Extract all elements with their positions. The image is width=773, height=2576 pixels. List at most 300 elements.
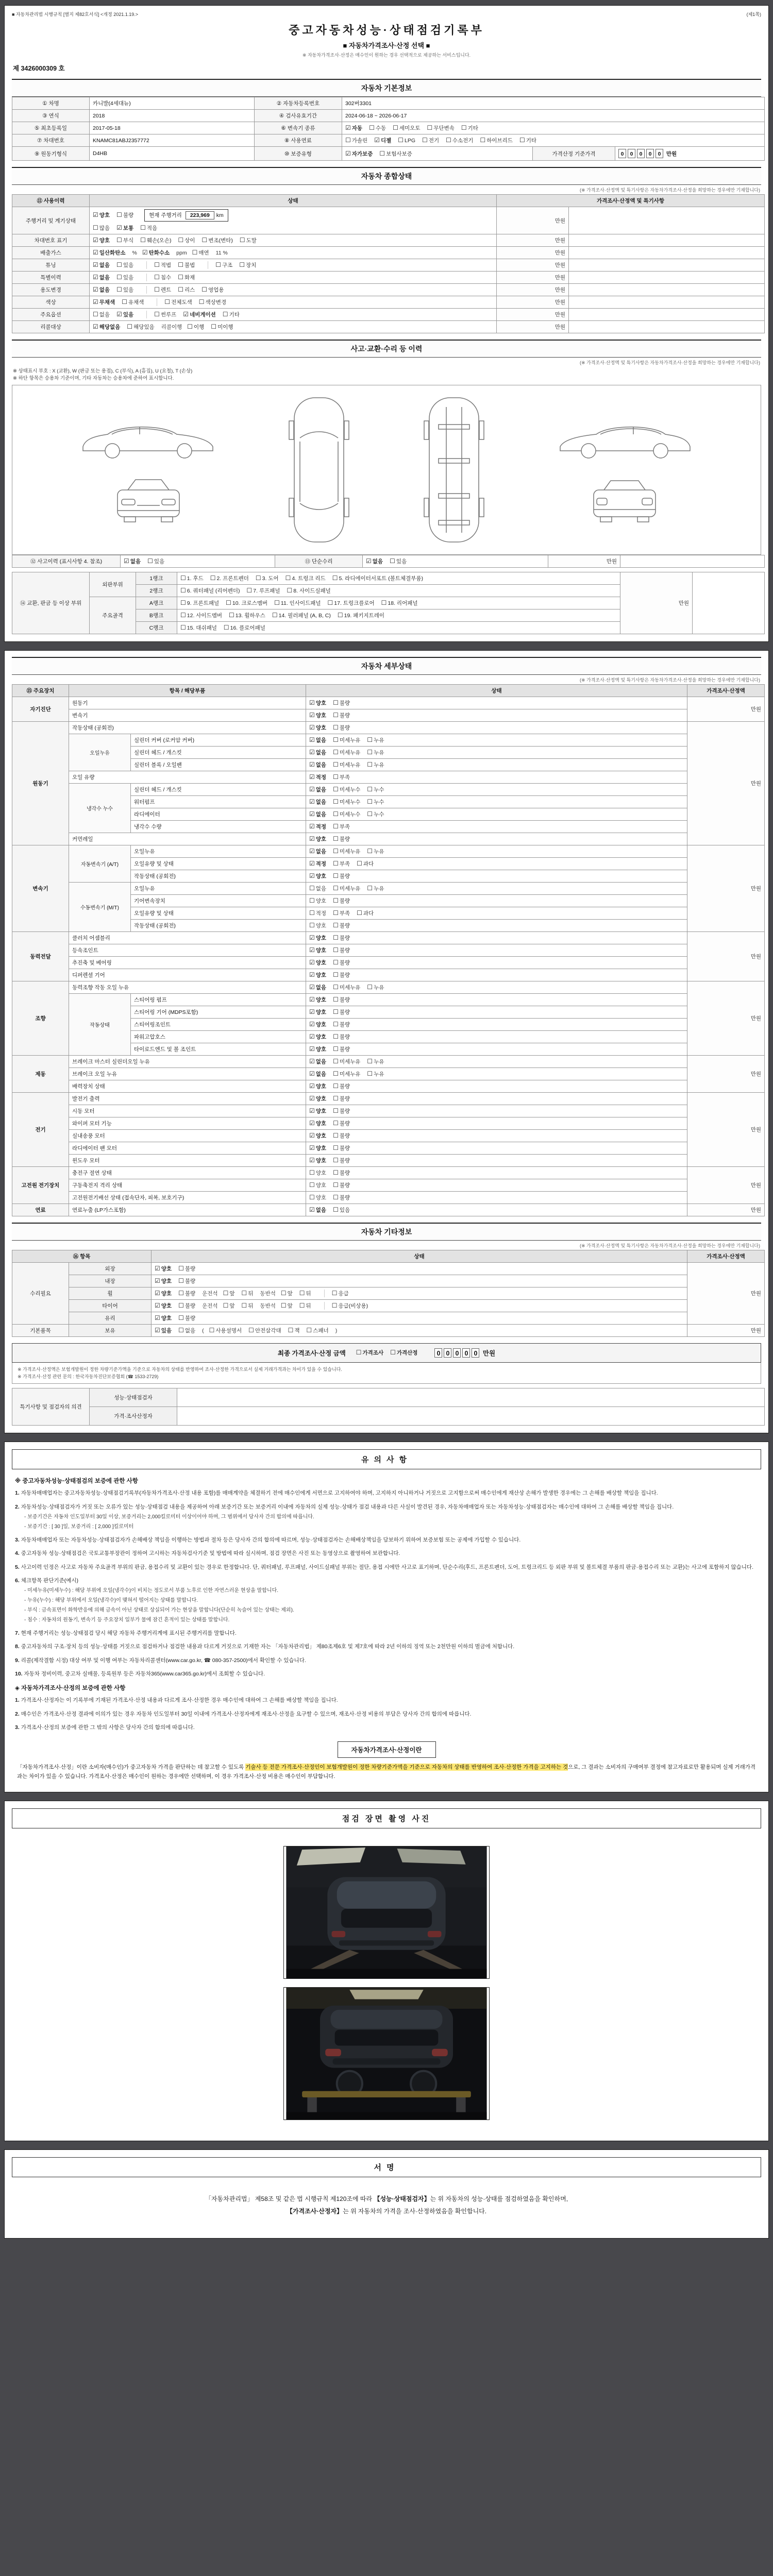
rank-label: C랭크 <box>136 621 177 634</box>
checkbox-14. 필러패널 (A, B, C)[interactable]: ☐ 14. 필러패널 (A, B, C) <box>272 611 331 619</box>
device-label: 변속기 <box>12 845 69 931</box>
checkbox-없음[interactable]: ☑ 없음 <box>309 1070 327 1077</box>
checkbox-누유[interactable]: ☐ 누유 <box>367 983 384 991</box>
checkbox-미세누수[interactable]: ☐ 미세누수 <box>333 798 361 805</box>
checkbox-없음[interactable]: ☑ 없음 <box>309 810 327 818</box>
note-cell <box>569 284 765 296</box>
checkbox-양호[interactable]: ☑ 양호 <box>309 1045 327 1053</box>
checkbox-15. 대쉬패널[interactable]: ☐ 15. 대쉬패널 <box>180 623 217 631</box>
checkbox-양호[interactable]: ☑ 양호 <box>309 1131 327 1139</box>
checkbox-적정[interactable]: ☑ 적정 <box>309 773 327 781</box>
check-group <box>309 749 391 756</box>
unchecked-box-icon: ☐ <box>381 599 387 606</box>
checkbox-7. 루프패널[interactable]: ☐ 7. 루프패널 <box>246 586 280 594</box>
sheet-basic <box>4 5 769 642</box>
price-cell: 만원 <box>687 697 765 721</box>
check-group <box>309 922 357 929</box>
price-unit: 만원 <box>665 151 677 157</box>
checkbox-양호[interactable]: ☑ 양호 <box>309 971 327 978</box>
checkbox-8. 사이드실패널[interactable]: ☐ 8. 사이드실패널 <box>287 586 331 594</box>
unchecked-box-icon: ☐ <box>178 1314 184 1321</box>
part-label: 실린더 헤드 / 개스킷 <box>131 746 306 758</box>
checkbox-불량[interactable]: ☐ 불량 <box>333 1045 350 1053</box>
checkbox-양호[interactable]: ☑ 양호 <box>155 1289 172 1297</box>
checkbox-해당있음[interactable]: ☐ 해당있음 <box>127 323 155 330</box>
checked-box-icon: ☑ <box>309 1094 315 1102</box>
checkbox-렌트[interactable]: ☐ 렌트 <box>154 286 172 293</box>
checkbox-없음[interactable]: ☑ 없음 <box>93 286 110 293</box>
checkbox-미세누수[interactable]: ☐ 미세누수 <box>333 785 361 793</box>
checkbox-앞[interactable]: ☐ 앞 <box>280 1289 293 1297</box>
checkbox-누유[interactable]: ☐ 누유 <box>367 760 384 768</box>
checkbox-리스[interactable]: ☐ 리스 <box>178 286 195 293</box>
state-cell <box>306 907 687 919</box>
checkbox-앞[interactable]: ☐ 앞 <box>223 1301 235 1309</box>
check-group <box>93 211 140 219</box>
checkbox-16. 플로어패널[interactable]: ☐ 16. 플로어패널 <box>223 623 265 631</box>
checkbox-12. 사이드멤버[interactable]: ☐ 12. 사이드멤버 <box>180 611 222 619</box>
checkbox-탄화수소[interactable]: ☑ 탄화수소 <box>142 249 170 256</box>
checkbox-뒤[interactable]: ☐ 뒤 <box>241 1289 254 1297</box>
checkbox-10. 크로스멤버[interactable]: ☐ 10. 크로스멤버 <box>226 599 268 606</box>
checkbox-2. 프론트펜더[interactable]: ☐ 2. 프론트펜더 <box>210 574 249 582</box>
checkbox-미세누유[interactable]: ☐ 미세누유 <box>333 760 361 768</box>
unchecked-box-icon: ☐ <box>272 611 278 619</box>
checkbox-불법[interactable]: ☐ 불법 <box>178 261 195 268</box>
unchecked-box-icon: ☐ <box>333 1119 339 1127</box>
checkbox-9. 프론트패널[interactable]: ☐ 9. 프론트패널 <box>180 599 220 606</box>
checkbox-과다[interactable]: ☐ 과다 <box>357 859 374 867</box>
checked-box-icon: ☑ <box>93 323 98 330</box>
checkbox-불량[interactable]: ☐ 불량 <box>333 711 350 719</box>
checkbox-없음[interactable]: ☑ 없음 <box>309 785 327 793</box>
checkbox-양호[interactable]: ☑ 양호 <box>155 1264 172 1272</box>
checkbox-없음[interactable]: ☑ 없음 <box>309 1206 327 1213</box>
unchecked-box-icon: ☐ <box>333 760 339 768</box>
checkbox-영업용[interactable]: ☐ 영업용 <box>201 286 224 293</box>
state-cell <box>306 1018 687 1030</box>
checkbox-양호[interactable]: ☐ 양호 <box>309 921 327 929</box>
price-cell: 만원 <box>497 284 569 296</box>
checkbox-부족[interactable]: ☐ 부족 <box>333 773 350 781</box>
checkbox-양호[interactable]: ☑ 양호 <box>309 699 327 706</box>
checkbox-불량[interactable]: ☐ 불량 <box>333 1008 350 1015</box>
checked-box-icon: ☑ <box>93 211 98 218</box>
checkbox-양호[interactable]: ☑ 양호 <box>309 934 327 941</box>
checkbox-양호[interactable]: ☐ 양호 <box>309 1181 327 1189</box>
checkbox-응급(비상용)[interactable]: ☐ 응급(비상용) <box>331 1301 368 1309</box>
accident-label: ⑫ 사고이력 (표시사항 4. 참조) <box>12 555 121 567</box>
checkbox-양호[interactable]: ☑ 양호 <box>155 1277 172 1284</box>
checkbox-있음[interactable]: ☐ 있음 <box>147 557 165 565</box>
checkbox-LPG[interactable]: ☐ LPG <box>398 137 416 144</box>
sheet-detail <box>4 650 769 1434</box>
checkbox-불량[interactable]: ☐ 불량 <box>333 1020 350 1028</box>
checkbox-불량[interactable]: ☐ 불량 <box>333 1032 350 1040</box>
unchecked-box-icon: ☐ <box>201 236 208 244</box>
checkbox-미세누유[interactable]: ☐ 미세누유 <box>333 1057 361 1065</box>
checkbox-가격조사[interactable]: ☐ 가격조사 <box>356 1349 384 1356</box>
checkbox-불량[interactable]: ☐ 불량 <box>333 1193 350 1201</box>
checkbox-미세누유[interactable]: ☐ 미세누유 <box>333 847 361 855</box>
unchecked-box-icon: ☐ <box>461 124 467 131</box>
state-cell <box>306 1191 687 1204</box>
checkbox-없음[interactable]: ☑ 없음 <box>124 557 141 565</box>
unchecked-box-icon: ☐ <box>393 124 398 131</box>
checkbox-양호[interactable]: ☑ 양호 <box>309 711 327 719</box>
checkbox-불량[interactable]: ☐ 불량 <box>333 1107 350 1114</box>
checkbox-디젤[interactable]: ☑ 디젤 <box>374 137 392 144</box>
checkbox-19. 패키지트레이[interactable]: ☐ 19. 패키지트레이 <box>337 611 385 619</box>
checked-box-icon: ☑ <box>309 859 315 867</box>
checkbox-양호[interactable]: ☑ 양호 <box>309 872 327 879</box>
accident-history-table <box>12 555 765 568</box>
checkbox-양호[interactable]: ☑ 양호 <box>155 1314 172 1321</box>
checkbox-양호[interactable]: ☑ 양호 <box>309 1094 327 1102</box>
notice-section2-item <box>15 1710 758 1719</box>
checkbox-가솔린[interactable]: ☐ 가솔린 <box>345 137 368 144</box>
checkbox-불량[interactable]: ☐ 불량 <box>116 211 134 218</box>
price-digit: 0 <box>656 149 663 158</box>
checkbox-해당없음[interactable]: ☑ 해당없음 <box>93 323 121 330</box>
checkbox-기타[interactable]: ☐ 기타 <box>222 311 240 318</box>
inline-text: % <box>132 250 137 256</box>
checkbox-전체도색[interactable]: ☐ 전체도색 <box>164 298 192 306</box>
checkbox-없음[interactable]: ☐ 없음 <box>309 884 327 892</box>
checkbox-양호[interactable]: ☑ 양호 <box>309 1082 327 1090</box>
checkbox-17. 트렁크플로어[interactable]: ☐ 17. 트렁크플로어 <box>327 599 375 606</box>
checkbox-없음[interactable]: ☑ 없음 <box>309 748 327 756</box>
checkbox-미세누유[interactable]: ☐ 미세누유 <box>333 1070 361 1077</box>
overall-row <box>12 234 765 247</box>
checked-box-icon: ☑ <box>309 1057 315 1065</box>
checkbox-불량[interactable]: ☐ 불량 <box>333 896 350 904</box>
checkbox-양호[interactable]: ☐ 양호 <box>309 1193 327 1201</box>
checkbox-양호[interactable]: ☑ 양호 <box>309 835 327 842</box>
check-group <box>155 1327 202 1334</box>
state-cell <box>306 1142 687 1154</box>
checkbox-양호[interactable]: ☑ 양호 <box>309 1032 327 1040</box>
checkbox-13. 휠하우스[interactable]: ☐ 13. 휠하우스 <box>229 611 265 619</box>
checkbox-적정[interactable]: ☑ 적정 <box>309 822 327 830</box>
detail-row <box>12 993 765 1006</box>
checkbox-불량[interactable]: ☐ 불량 <box>333 1144 350 1151</box>
checkbox-뒤[interactable]: ☐ 뒤 <box>299 1289 311 1297</box>
part-label: 스티어링 기어 (MDPS포함) <box>131 1006 306 1018</box>
checkbox-유채색[interactable]: ☐ 유채색 <box>122 298 144 306</box>
checkbox-보통[interactable]: ☑ 보통 <box>116 224 134 231</box>
checkbox-3. 도어[interactable]: ☐ 3. 도어 <box>255 574 279 582</box>
field-label: ⑩ 보증유형 <box>255 147 342 161</box>
checkbox-불량[interactable]: ☐ 불량 <box>333 835 350 842</box>
checkbox-무단변속[interactable]: ☐ 무단변속 <box>427 124 455 131</box>
checkbox-불량[interactable]: ☐ 불량 <box>333 958 350 966</box>
checkbox-네비게이션[interactable]: ☑ 네비게이션 <box>183 311 216 318</box>
checkbox-침수[interactable]: ☐ 침수 <box>154 274 172 281</box>
checkbox-양호[interactable]: ☑ 양호 <box>309 723 327 731</box>
check-group <box>309 959 357 967</box>
price-digit: 0 <box>472 1348 479 1358</box>
checkbox-누수[interactable]: ☐ 누수 <box>367 810 384 818</box>
checkbox-불량[interactable]: ☐ 불량 <box>333 1131 350 1139</box>
checked-box-icon: ☑ <box>155 1277 160 1284</box>
checkbox-수동[interactable]: ☐ 수동 <box>369 124 386 131</box>
checkbox-적정[interactable]: ☑ 적정 <box>309 859 327 867</box>
notice-subitem: - 보증기간 : [ 30 ]일, 보증거리 : [ 2,000 ]킬로미터 <box>24 1523 134 1530</box>
checkbox-없음[interactable]: ☑ 없음 <box>309 1057 327 1065</box>
check-group <box>180 599 425 607</box>
price-cell: 만원 <box>497 321 569 333</box>
detail-row <box>12 845 765 857</box>
checkbox-누유[interactable]: ☐ 누유 <box>367 884 384 892</box>
checkbox-있음[interactable]: ☐ 있음 <box>333 1206 350 1213</box>
document-number: 제 3426000309 호 <box>13 65 65 72</box>
checkbox-있음[interactable]: ☑ 있음 <box>155 1326 172 1334</box>
checkbox-누수[interactable]: ☐ 누수 <box>367 785 384 793</box>
checkbox-있음[interactable]: ☐ 있음 <box>116 286 134 293</box>
checkbox-불량[interactable]: ☐ 불량 <box>333 934 350 941</box>
checkbox-많음[interactable]: ☐ 많음 <box>93 224 110 231</box>
checkbox-없음[interactable]: ☑ 없음 <box>309 798 327 805</box>
checkbox-양호[interactable]: ☑ 양호 <box>309 946 327 954</box>
checkbox-색상변경[interactable]: ☐ 색상변경 <box>198 298 227 306</box>
checkbox-불량[interactable]: ☐ 불량 <box>333 995 350 1003</box>
checkbox-18. 리어패널[interactable]: ☐ 18. 리어패널 <box>381 599 418 606</box>
checkbox-기타[interactable]: ☐ 기타 <box>519 137 536 144</box>
checkbox-양호[interactable]: ☑ 양호 <box>309 1008 327 1015</box>
unchecked-box-icon: ☐ <box>367 810 373 818</box>
basic-items-row <box>12 1324 765 1336</box>
checkbox-불량[interactable]: ☐ 불량 <box>333 946 350 954</box>
state-line <box>93 286 493 294</box>
checkbox-도말[interactable]: ☐ 도말 <box>239 236 257 244</box>
checkbox-미세누유[interactable]: ☐ 미세누유 <box>333 736 361 743</box>
checkbox-양호[interactable]: ☑ 양호 <box>309 1156 327 1164</box>
checkbox-잭[interactable]: ☐ 잭 <box>288 1326 300 1334</box>
notice-item-number: 7. <box>15 1630 21 1637</box>
checkbox-가격산정[interactable]: ☐ 가격산정 <box>390 1349 418 1356</box>
checkbox-있음[interactable]: ☐ 있음 <box>116 274 134 281</box>
notice-section2-title: ◈ 자동차가격조사·산정의 보증에 관한 사항 <box>15 1685 126 1692</box>
page-title: 중고자동차성능·상태점검기록부 <box>289 24 484 37</box>
checkbox-없음[interactable]: ☑ 없음 <box>93 261 110 268</box>
checkbox-보험사보증[interactable]: ☐ 보험사보증 <box>379 149 412 157</box>
checkbox-미세누유[interactable]: ☐ 미세누유 <box>333 983 361 991</box>
unchecked-box-icon: ☐ <box>280 1301 287 1309</box>
checkbox-누유[interactable]: ☐ 누유 <box>367 736 384 743</box>
checkbox-양호[interactable]: ☑ 양호 <box>93 211 110 218</box>
checkbox-없음[interactable]: ☑ 없음 <box>366 557 383 565</box>
check-group <box>309 946 357 954</box>
state-cell <box>306 1166 687 1179</box>
checkbox-썬루프[interactable]: ☐ 썬루프 <box>154 311 177 318</box>
checkbox-누유[interactable]: ☐ 누유 <box>367 847 384 855</box>
checkbox-장치[interactable]: ☐ 장치 <box>239 261 257 268</box>
checkbox-양호[interactable]: ☑ 양호 <box>309 1107 327 1114</box>
checkbox-훼손(오손)[interactable]: ☐ 훼손(오손) <box>140 236 172 244</box>
detail-row <box>12 931 765 944</box>
part-label: 구동축전지 격리 상태 <box>69 1179 306 1191</box>
checkbox-불량[interactable]: ☐ 불량 <box>333 723 350 731</box>
unchecked-box-icon: ☐ <box>299 1289 305 1297</box>
state-cell <box>306 981 687 993</box>
checkbox-수소전기[interactable]: ☐ 수소전기 <box>446 137 474 144</box>
check-group <box>309 736 391 744</box>
checkbox-응급[interactable]: ☐ 응급 <box>331 1289 349 1297</box>
checkbox-세미오토[interactable]: ☐ 세미오토 <box>393 124 421 131</box>
checkbox-구조[interactable]: ☐ 구조 <box>215 261 233 268</box>
checkbox-안전삼각대[interactable]: ☐ 안전삼각대 <box>248 1326 281 1334</box>
checkbox-부식[interactable]: ☐ 부식 <box>116 236 134 244</box>
checkbox-불량[interactable]: ☐ 불량 <box>333 872 350 879</box>
unchecked-box-icon: ☐ <box>333 785 339 793</box>
checkbox-양호[interactable]: ☑ 양호 <box>309 1119 327 1127</box>
checkbox-없음[interactable]: ☐ 없음 <box>93 311 110 318</box>
checkbox-누유[interactable]: ☐ 누유 <box>367 748 384 756</box>
price-definition-pre: 「자동차가격조사·산정」이란 소비자(매수인)가 중고자동차 가격을 판단하는 데 참고할 수 있도록 <box>17 1764 246 1771</box>
checkbox-양호[interactable]: ☑ 양호 <box>93 236 110 244</box>
checkbox-양호[interactable]: ☑ 양호 <box>155 1301 172 1309</box>
checkbox-미세누유[interactable]: ☐ 미세누유 <box>333 748 361 756</box>
checkbox-양호[interactable]: ☐ 양호 <box>309 1168 327 1176</box>
car-underbody-diagram <box>415 393 493 547</box>
checkbox-불량[interactable]: ☐ 불량 <box>178 1264 196 1272</box>
checkbox-양호[interactable]: ☑ 양호 <box>309 995 327 1003</box>
checkbox-불량[interactable]: ☐ 불량 <box>333 971 350 978</box>
checkbox-자동[interactable]: ☑ 자동 <box>345 124 363 131</box>
checkbox-불량[interactable]: ☐ 불량 <box>333 1181 350 1189</box>
checkbox-양호[interactable]: ☑ 양호 <box>309 1020 327 1028</box>
unchecked-box-icon: ☐ <box>116 211 122 218</box>
checkbox-불량[interactable]: ☐ 불량 <box>333 699 350 706</box>
checkbox-불량[interactable]: ☐ 불량 <box>178 1277 196 1284</box>
unchecked-box-icon: ☐ <box>93 224 98 231</box>
checkbox-이행[interactable]: ☐ 이행 <box>187 323 205 330</box>
checkbox-불량[interactable]: ☐ 불량 <box>333 1168 350 1176</box>
checkbox-양호[interactable]: ☑ 양호 <box>309 958 327 966</box>
notice-subitem: - 침수 : 자동차의 원동기, 변속기 등 주요장치 일부가 물에 잠긴 흔적이 있는 상태를 말합니다. <box>24 1617 230 1623</box>
checkbox-일산화탄소[interactable]: ☑ 일산화탄소 <box>93 249 126 256</box>
checkbox-적음[interactable]: ☐ 적음 <box>140 224 158 231</box>
checkbox-불량[interactable]: ☐ 불량 <box>178 1289 196 1297</box>
unchecked-box-icon: ☐ <box>332 574 338 582</box>
checkbox-없음[interactable]: ☑ 없음 <box>309 736 327 743</box>
check-group <box>309 798 391 806</box>
checkbox-6. 쿼터패널 (리어펜더)[interactable]: ☐ 6. 쿼터패널 (리어펜더) <box>180 586 240 594</box>
unchecked-box-icon: ☐ <box>209 1326 215 1334</box>
checkbox-변조(변타)[interactable]: ☐ 변조(변타) <box>201 236 233 244</box>
checkbox-양호[interactable]: ☑ 양호 <box>309 1144 327 1151</box>
checkbox-불량[interactable]: ☐ 불량 <box>333 1156 350 1164</box>
detail-row <box>12 981 765 993</box>
checkbox-기타[interactable]: ☐ 기타 <box>461 124 478 131</box>
part-label: 작동상태 (공회전) <box>131 919 306 931</box>
price-cell: 만원 <box>687 1204 765 1216</box>
price-cell: 만원 <box>497 259 569 272</box>
checked-box-icon: ☑ <box>309 760 315 768</box>
field-value: 2018 <box>90 110 255 122</box>
unchecked-box-icon: ☐ <box>333 1008 339 1015</box>
device-label: 자기진단 <box>12 697 69 721</box>
unchecked-box-icon: ☐ <box>180 574 186 582</box>
checkbox-적정[interactable]: ☐ 적정 <box>309 909 327 917</box>
checkbox-불량[interactable]: ☐ 불량 <box>333 1094 350 1102</box>
part-label: 커먼레일 <box>69 833 306 845</box>
checked-box-icon: ☑ <box>309 835 315 842</box>
checkbox-있음[interactable]: ☐ 있음 <box>390 557 407 565</box>
checkbox-자가보증[interactable]: ☑ 자가보증 <box>345 149 373 157</box>
checked-box-icon: ☑ <box>309 723 315 731</box>
checkbox-앞[interactable]: ☐ 앞 <box>280 1301 293 1309</box>
state-cell <box>306 820 687 833</box>
notice-item-number: 6. <box>15 1577 21 1584</box>
checkbox-부족[interactable]: ☐ 부족 <box>333 859 350 867</box>
unchecked-box-icon: ☐ <box>367 1070 373 1077</box>
checkbox-앞[interactable]: ☐ 앞 <box>223 1289 235 1297</box>
checkbox-11. 인사이드패널[interactable]: ☐ 11. 인사이드패널 <box>274 599 321 606</box>
checkbox-누유[interactable]: ☐ 누유 <box>367 1057 384 1065</box>
checkbox-불량[interactable]: ☐ 불량 <box>333 1082 350 1090</box>
checkbox-미이행[interactable]: ☐ 미이행 <box>211 323 233 330</box>
notice-section1-item <box>15 1577 758 1624</box>
checkbox-1. 후드[interactable]: ☐ 1. 후드 <box>180 574 204 582</box>
checkbox-4. 트렁크 리드[interactable]: ☐ 4. 트렁크 리드 <box>285 574 326 582</box>
checkbox-뒤[interactable]: ☐ 뒤 <box>241 1301 254 1309</box>
signature-line2-role: 【가격조사·산정자】 <box>286 2208 343 2215</box>
checkbox-없음[interactable]: ☐ 없음 <box>178 1326 196 1334</box>
checkbox-전기[interactable]: ☐ 전기 <box>422 137 440 144</box>
checkbox-미세누유[interactable]: ☐ 미세누유 <box>333 884 361 892</box>
checked-box-icon: ☑ <box>309 822 315 830</box>
checkbox-미세누수[interactable]: ☐ 미세누수 <box>333 810 361 818</box>
checkbox-과다[interactable]: ☐ 과다 <box>357 909 374 917</box>
checkbox-불량[interactable]: ☐ 불량 <box>333 921 350 929</box>
basic-items-label: 기본품목 <box>12 1324 69 1336</box>
row-label: 튜닝 <box>12 259 90 272</box>
checkbox-없음[interactable]: ☑ 없음 <box>93 274 110 281</box>
overall-row <box>12 296 765 309</box>
checkbox-누수[interactable]: ☐ 누수 <box>367 798 384 805</box>
checkbox-양호[interactable]: ☐ 양호 <box>309 896 327 904</box>
unchecked-box-icon: ☐ <box>309 921 315 929</box>
checkbox-있음[interactable]: ☑ 있음 <box>116 311 134 318</box>
checkbox-뒤[interactable]: ☐ 뒤 <box>299 1301 311 1309</box>
checkbox-5. 라디에이터서포트 (볼트체결부품)[interactable]: ☐ 5. 라디에이터서포트 (볼트체결부품) <box>332 574 424 582</box>
checkbox-없음[interactable]: ☑ 없음 <box>309 760 327 768</box>
checkbox-화재[interactable]: ☐ 화재 <box>178 274 195 281</box>
checkbox-적법[interactable]: ☐ 적법 <box>154 261 172 268</box>
checkbox-불량[interactable]: ☐ 불량 <box>333 1119 350 1127</box>
checkbox-하이브리드[interactable]: ☐ 하이브리드 <box>480 137 513 144</box>
checkbox-상이[interactable]: ☐ 상이 <box>178 236 195 244</box>
checkbox-있음[interactable]: ☐ 있음 <box>116 261 134 268</box>
check-group <box>309 835 357 843</box>
unchecked-box-icon: ☐ <box>187 323 193 330</box>
exchange-row <box>12 572 765 584</box>
checkbox-사용설명서[interactable]: ☐ 사용설명서 <box>209 1326 242 1334</box>
unchecked-box-icon: ☐ <box>333 934 339 941</box>
checkbox-없음[interactable]: ☑ 없음 <box>309 983 327 991</box>
checkbox-부족[interactable]: ☐ 부족 <box>333 909 350 917</box>
checkbox-없음[interactable]: ☑ 없음 <box>309 847 327 855</box>
checkbox-누유[interactable]: ☐ 누유 <box>367 1070 384 1077</box>
checkbox-부족[interactable]: ☐ 부족 <box>333 822 350 830</box>
checkbox-무채색[interactable]: ☑ 무채색 <box>93 298 115 306</box>
checkbox-불량[interactable]: ☐ 불량 <box>178 1314 196 1321</box>
checkbox-불량[interactable]: ☐ 불량 <box>178 1301 196 1309</box>
checkbox-스패너[interactable]: ☐ 스패너 <box>306 1326 329 1334</box>
checkbox-매연[interactable]: ☐ 매연 <box>192 249 209 256</box>
